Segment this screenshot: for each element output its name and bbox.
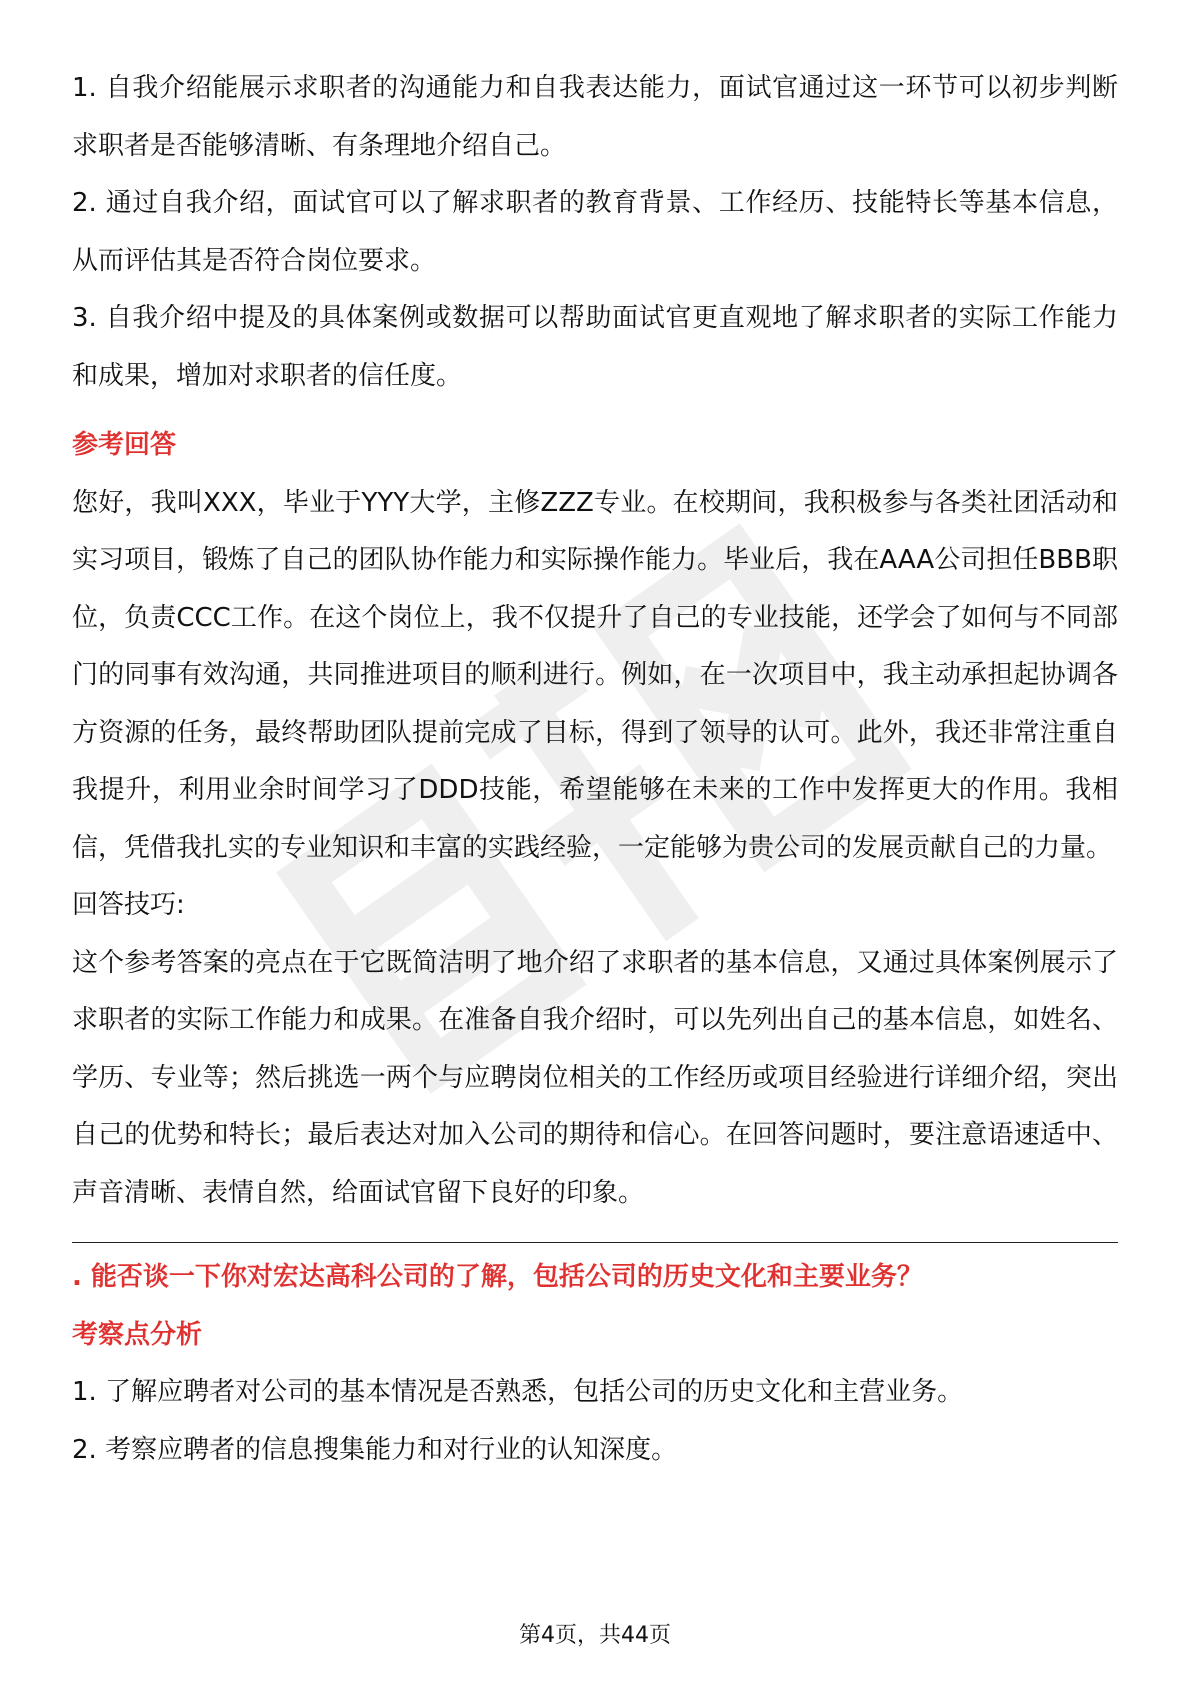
list-item: 1. 自我介绍能展示求职者的沟通能力和自我表达能力，面试官通过这一环节可以初步判断求职者是否能够清晰、有条理地介绍自己。 <box>72 73 1118 161</box>
answer-tips-label: 回答技巧: <box>72 890 185 920</box>
page-number: 第4页，共44页 <box>519 1623 671 1648</box>
list-item: 2. 通过自我介绍，面试官可以了解求职者的教育背景、工作经历、技能特长等基本信息，从而评估其是否符合岗位要求。 <box>72 188 1118 276</box>
reference-answer-text: 您好，我叫XXX，毕业于YYY大学，主修ZZZ专业。在校期间，我积极参与各类社团活动和实习项目，锻炼了自己的团队协作能力和实际操作能力。毕业后，我在AAA公司担任BBB职位，负责CCC工作。在这个岗位上，我不仅提升了自己的专业技能，还学会了如何与不同部门的同事有效沟通，共同推进项目的顺利进行。例如，在一次项目中，我主动承担起协调各方资源的任务，最终帮助团队提前完成了目标，得到了领导的认可。此外，我还非常注重自我提升，利用业余时间学习了DDD技能，希望能够在未来的工作中发挥更大的作用。我相信，凭借我扎实的专业知识和丰富的实践经验，一定能够为贵公司的发展贡献自己的力量。 <box>72 487 1118 863</box>
self-intro-points <box>72 60 1118 405</box>
reference-answer-heading: 参考回答 <box>72 430 177 460</box>
analysis-heading: 考察点分析 <box>72 1319 203 1350</box>
document-page <box>72 60 1118 1479</box>
answer-tips-text: 这个参考答案的亮点在于它既简洁明了地介绍了求职者的基本信息，又通过具体案例展示了求职者的实际工作能力和成果。在准备自我介绍时，可以先列出自己的基本信息，如姓名、学历、专业等；然后挑选一两个与应聘岗位相关的工作经历或项目经验进行详细介绍，突出自己的优势和特长；最后表达对加入公司的期待和信心。在回答问题时，要注意语速适中、声音清晰、表情自然，给面试官留下良好的印象。 <box>72 947 1118 1208</box>
section-divider <box>72 1242 1118 1243</box>
analysis-points <box>72 1364 1118 1479</box>
list-item: 2. 考察应聘者的信息搜集能力和对行业的认知深度。 <box>72 1434 678 1465</box>
question-title: . 能否谈一下你对宏达高科公司的了解，包括公司的历史文化和主要业务？ <box>72 1262 923 1292</box>
list-item: 1. 了解应聘者对公司的基本情况是否熟悉，包括公司的历史文化和主营业务。 <box>72 1377 964 1407</box>
list-item: 3. 自我介绍中提及的具体案例或数据可以帮助面试官更直观地了解求职者的实际工作能力和成果，增加对求职者的信任度。 <box>72 303 1118 391</box>
